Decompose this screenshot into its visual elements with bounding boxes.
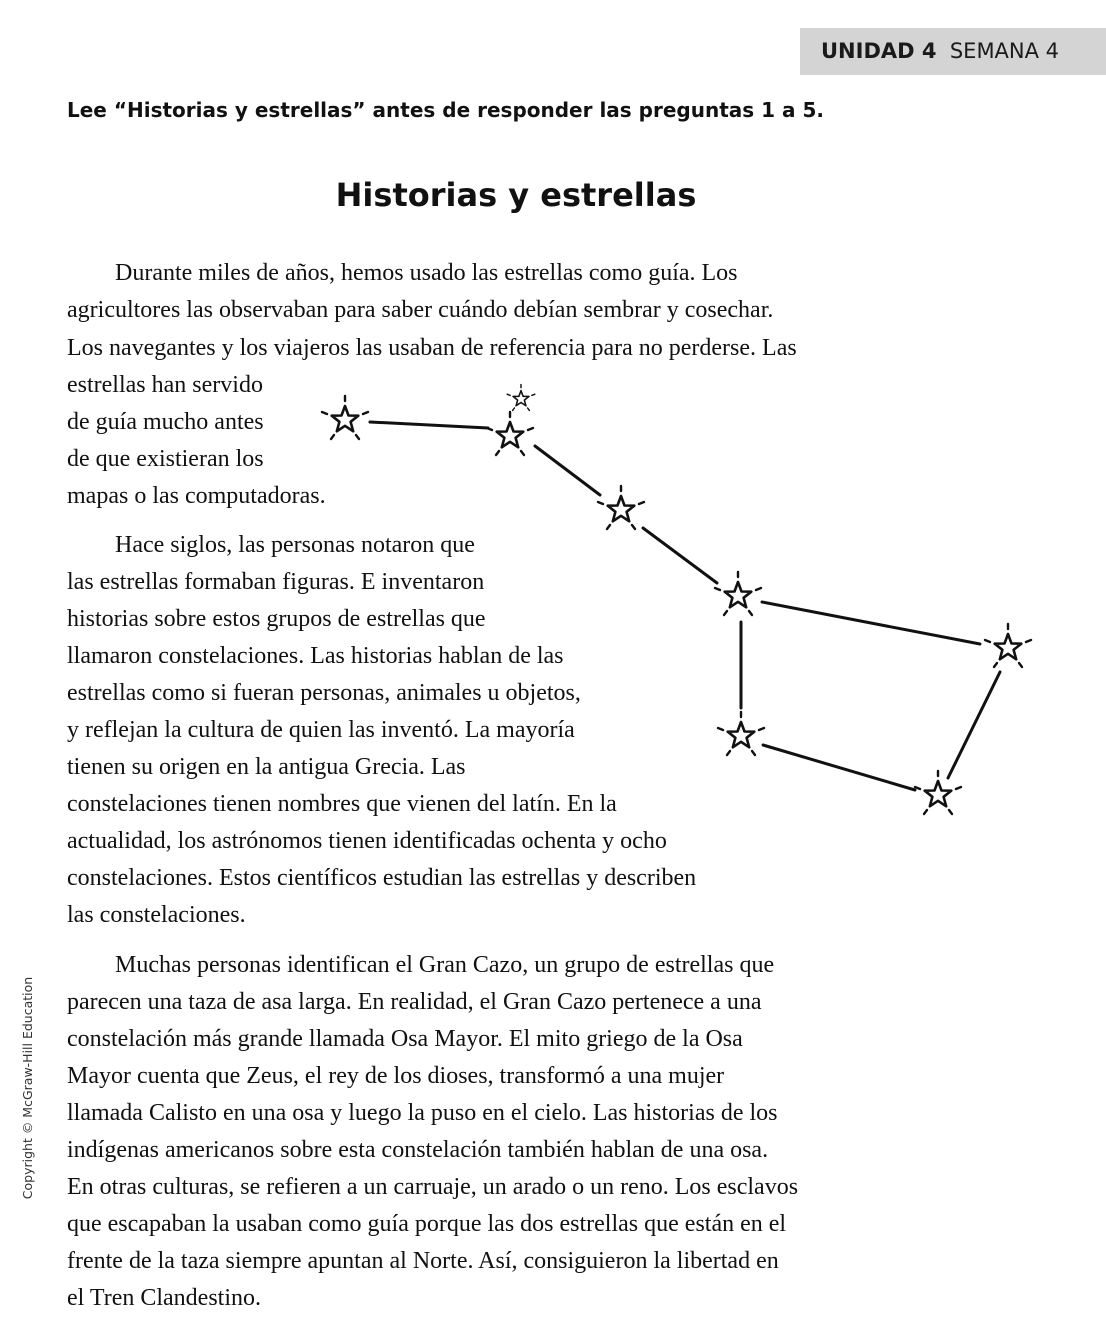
paragraph-3-line: En otras culturas, se refieren a un carruaje, un arado o un reno. Los esclavos: [67, 1174, 799, 1200]
paragraph-1-line: de guía mucho antes: [67, 409, 264, 435]
paragraph-3-line: llamada Calisto en una osa y luego la puso en el cielo. Las historias de los: [67, 1100, 778, 1126]
star-icon: [715, 572, 761, 615]
star-icon: [487, 412, 533, 455]
paragraph-2-line: y reflejan la cultura de quien las inventó. La mayoría: [67, 717, 575, 743]
paragraph-2-line: tienen su origen en la antigua Grecia. Las: [67, 754, 466, 780]
paragraph-1-line: estrellas han servido: [67, 372, 263, 398]
constellation-lines: [370, 422, 1000, 790]
paragraph-2-line: las estrellas formaban figuras. E inventaron: [67, 569, 485, 595]
paragraph-2-line: llamaron constelaciones. Las historias hablan de las: [67, 643, 564, 669]
paragraph-1-line: Durante miles de años, hemos usado las estrellas como guía. Los: [115, 260, 738, 286]
paragraph-2-line: historias sobre estos grupos de estrellas que: [67, 606, 486, 632]
paragraph-2-line: constelaciones tienen nombres que vienen del latín. En la: [67, 791, 617, 817]
paragraph-3-line: indígenas americanos sobre esta constelación también hablan de una osa.: [67, 1137, 769, 1163]
paragraph-2-line: estrellas como si fueran personas, animales u objetos,: [67, 680, 581, 706]
instructions: Lee “Historias y estrellas” antes de responder las preguntas 1 a 5.: [67, 98, 824, 122]
paragraph-2-line: las constelaciones.: [67, 902, 246, 928]
paragraph-3-line: frente de la taza siempre apuntan al Norte. Así, consiguieron la libertad en: [67, 1248, 779, 1274]
star-icon: [985, 624, 1031, 667]
paragraph-3-line: Muchas personas identifican el Gran Cazo, un grupo de estrellas que: [115, 952, 775, 978]
paragraph-1-line: agricultores las observaban para saber cuándo debían sembrar y cosechar.: [67, 297, 774, 323]
star-icon: [718, 712, 764, 755]
paragraph-3-line: el Tren Clandestino.: [67, 1285, 262, 1311]
star-icon: [507, 385, 535, 411]
unit-week-tab: [800, 28, 1106, 75]
paragraph-1-line: de que existieran los: [67, 446, 264, 472]
paragraph-3-line: parecen una taza de asa larga. En realidad, el Gran Cazo pertenece a una: [67, 989, 762, 1015]
paragraph-3-line: que escapaban la usaban como guía porque las dos estrellas que están en el: [67, 1211, 787, 1237]
paragraph-2-line: constelaciones. Estos científicos estudian las estrellas y describen: [67, 865, 697, 891]
week-label: SEMANA 4: [949, 39, 1060, 63]
paragraph-1-line: mapas o las computadoras.: [67, 483, 326, 509]
unit-label: UNIDAD 4: [821, 39, 937, 63]
star-icon: [322, 396, 368, 439]
paragraph-1-line: Los navegantes y los viajeros las usaban de referencia para no perderse. Las: [67, 335, 797, 361]
copyright-notice: Copyright © McGraw-Hill Education: [20, 976, 35, 1200]
paragraph-2-line: Hace siglos, las personas notaron que: [115, 532, 475, 558]
story-title: Historias y estrellas: [335, 176, 697, 214]
big-dipper-constellation-icon: [300, 370, 1060, 840]
paragraph-2-line: actualidad, los astrónomos tienen identificadas ochenta y ocho: [67, 828, 667, 854]
star-icon: [598, 486, 644, 529]
star-icon: [915, 771, 961, 814]
paragraph-3-line: Mayor cuenta que Zeus, el rey de los dioses, transformó a una mujer: [67, 1063, 725, 1089]
paragraph-3-line: constelación más grande llamada Osa Mayor. El mito griego de la Osa: [67, 1026, 743, 1052]
